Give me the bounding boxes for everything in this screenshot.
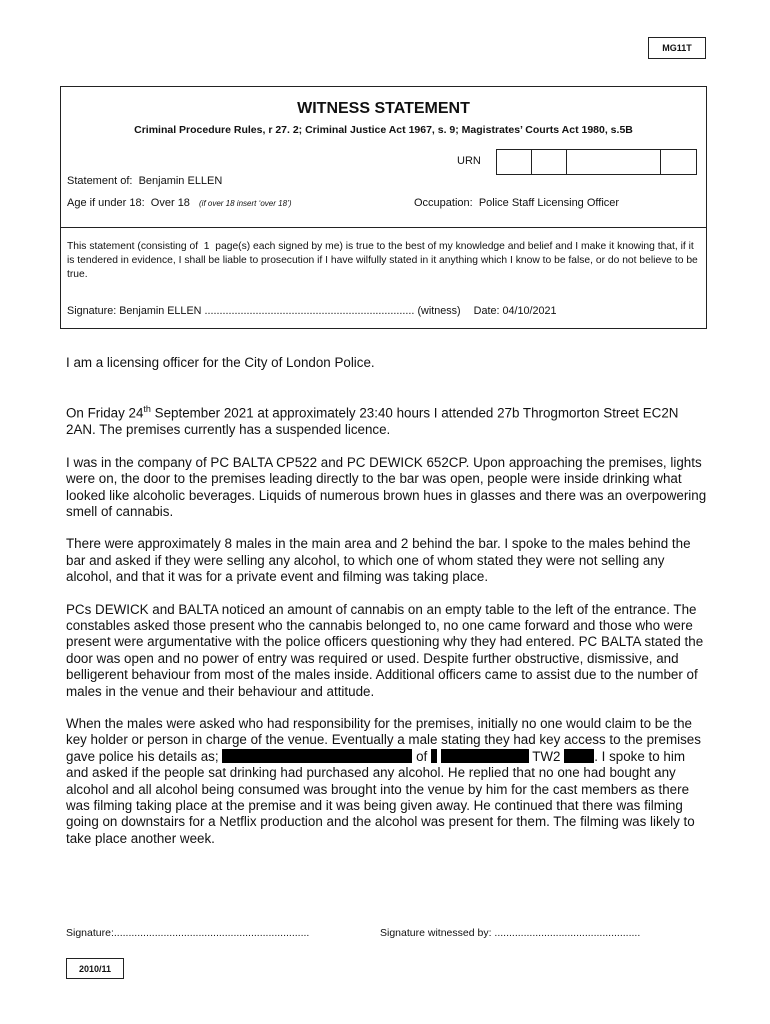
witness-label: (witness) [417, 305, 461, 317]
redaction-block [431, 749, 437, 763]
signature-label: Signature: [67, 305, 117, 317]
redaction-block [222, 749, 412, 763]
paragraph-text: of [416, 748, 428, 764]
footer-signature-witnessed: Signature witnessed by: .................................................. [380, 927, 641, 939]
statement-of-row [67, 175, 222, 187]
paragraph: I was in the company of PC BALTA CP522 and PC DEWICK 652CP. Upon approaching the premises, lights were on, the door to the premises leading directly to the bar was open, people were inside drinking what looked like alcoholic beverages. Liquids of numerous brown hues in glasses and there was an overpowering smell of cannabis. [66, 454, 707, 519]
age-row [67, 197, 291, 209]
paragraph-text: . I spoke to him and asked if the people sat drinking had purchased any alcohol. He replied that no one had bought any alcohol and all alcohol being consumed was brought into the venue by him for the cast members as there was filming taking place at the premise and it was being given away. He continued that there was filming going on downstairs for a Netflix production and the alcohol was present for them. The filming was likely to take place another week. [66, 748, 695, 846]
header-divider [61, 227, 706, 228]
statement-of-value: Benjamin ELLEN [138, 175, 223, 187]
redaction-block [441, 749, 529, 763]
urn-box[interactable] [566, 149, 661, 175]
paragraph-text: On Friday 24 [66, 405, 144, 421]
urn-box[interactable] [531, 149, 567, 175]
page-reference: 2010/11 [66, 958, 124, 979]
paragraph [66, 716, 708, 847]
statement-body [66, 355, 708, 863]
occupation-value: Police Staff Licensing Officer [478, 197, 620, 209]
occupation-row [414, 197, 619, 209]
urn-label: URN [457, 155, 481, 167]
superscript: th [143, 404, 151, 415]
occupation-label: Occupation: [414, 197, 473, 209]
signature-name: Benjamin ELLEN [119, 305, 202, 317]
date-value: 04/10/2021 [502, 305, 557, 317]
paragraph-text: TW2 [532, 748, 561, 764]
form-reference: MG11T [648, 37, 706, 59]
statement-of-label: Statement of: [67, 175, 133, 187]
footer-signature: Signature:................................................................... [66, 927, 310, 939]
paragraph-text: September 2021 at approximately 23:40 hours I attended 27b Throgmorton Street EC2N 2AN. The premises currently has a suspended licence. [66, 405, 679, 438]
declaration-pages: 1 [203, 241, 210, 252]
urn-field[interactable] [497, 149, 697, 175]
age-value: Over 18 [150, 197, 190, 209]
paragraph: I am a licensing officer for the City of London Police. [66, 355, 375, 370]
declaration-text [67, 240, 698, 282]
statement-header-box [60, 86, 707, 329]
signature-dots: ...................................................................... [204, 305, 415, 317]
age-note: (if over 18 insert ‘over 18’) [199, 199, 292, 208]
redaction-block [564, 749, 594, 763]
signature-line [67, 305, 557, 317]
paragraph [66, 401, 708, 438]
urn-box[interactable] [496, 149, 532, 175]
age-label: Age if under 18: [67, 197, 145, 209]
urn-box[interactable] [660, 149, 697, 175]
date-label: Date: [473, 305, 500, 317]
declaration-post: page(s) each signed by me) is true to the best of my knowledge and belief and I make it knowing that, if it is tendered in evidence, I shall be liable to prosecution if I have wilfully stated in it anything which I know to be false, or do not believe to be true. [67, 241, 698, 280]
legislation-subtitle: Criminal Procedure Rules, r 27. 2; Criminal Justice Act 1967, s. 9; Magistrates’ Courts Act 1980, s.5B [134, 124, 633, 136]
paragraph: PCs DEWICK and BALTA noticed an amount of cannabis on an empty table to the left of the entrance. The constables asked those present who the cannabis belonged to, no one came forward and those who were present were argumentative with the police officers questioning why they had entered. PC BALTA stated the door was open and no power of entry was required or used. Despite further obstructive, dismissive, and belligerent behaviour from most of the males inside. Additional officers came to assist due to the number of males in the venue and their behaviour and attitude. [66, 601, 704, 699]
page-title: WITNESS STATEMENT [297, 100, 470, 117]
paragraph-text: When the males were asked who had responsibility for the premises, initially no one would claim to be the key holder or person in charge of the venue. Eventually a male stating they had key access to the premises gave police his details as; [66, 715, 701, 764]
declaration-pre: This statement (consisting of [67, 241, 199, 252]
paragraph: There were approximately 8 males in the main area and 2 behind the bar. I spoke to the males behind the bar and asked if they were selling any alcohol, to which one of whom stated they were not selling any alcohol, and that it was for a private event and filming was taking place. [66, 536, 691, 585]
